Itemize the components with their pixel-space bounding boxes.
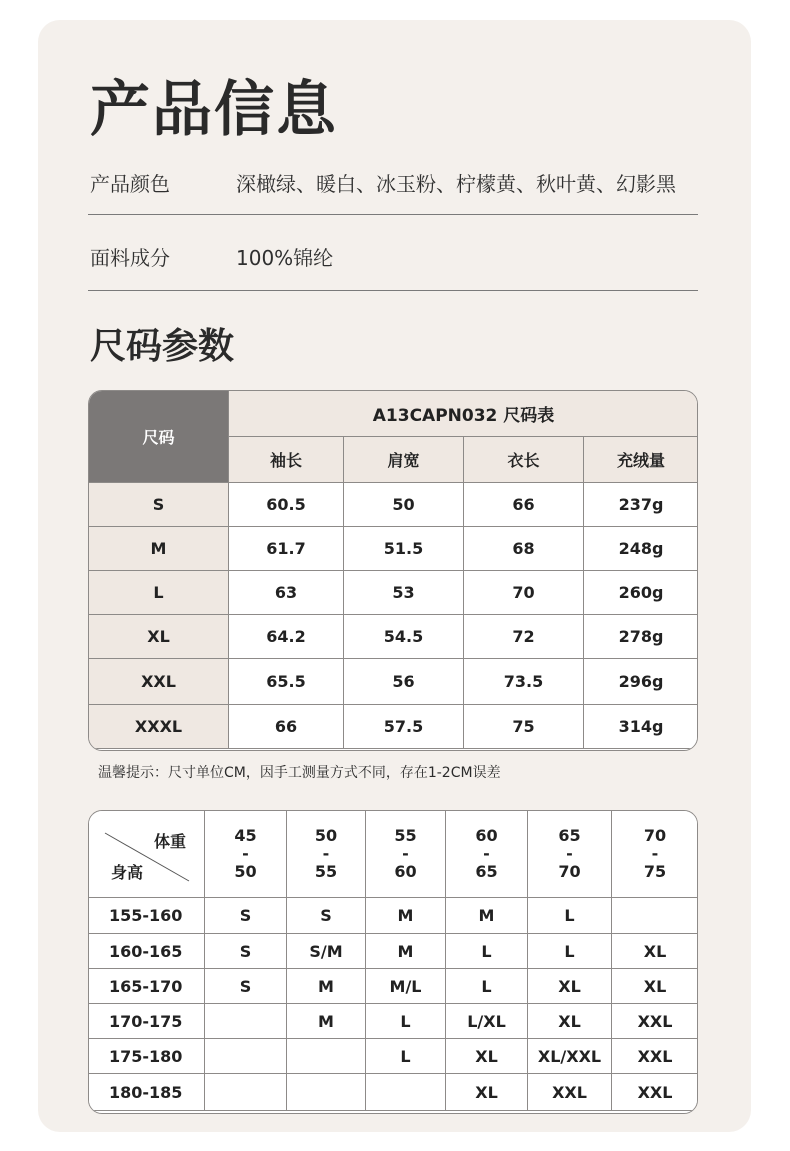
table-cell: 70 bbox=[464, 571, 584, 615]
table-cell: S/M bbox=[287, 934, 366, 969]
table-cell: 64.2 bbox=[229, 615, 344, 659]
table-row bbox=[89, 527, 699, 571]
table-cell: M bbox=[287, 1004, 366, 1039]
column-header: 肩宽 bbox=[344, 437, 464, 483]
table-row bbox=[89, 934, 699, 969]
table-cell: XXL bbox=[612, 1074, 699, 1111]
weight-to: 60 bbox=[394, 862, 417, 881]
height-range: 175-180 bbox=[89, 1039, 205, 1074]
table-cell bbox=[287, 1039, 366, 1074]
table-cell: XL bbox=[446, 1039, 528, 1074]
table-cell: 73.5 bbox=[464, 659, 584, 705]
height-range: 170-175 bbox=[89, 1004, 205, 1039]
weight-sep: - bbox=[566, 844, 573, 863]
table-cell: M bbox=[287, 969, 366, 1004]
weight-from: 65 bbox=[558, 826, 581, 845]
table-cell: M bbox=[446, 898, 528, 934]
weight-sep: - bbox=[242, 844, 249, 863]
weight-to: 65 bbox=[475, 862, 498, 881]
table-row bbox=[89, 1074, 699, 1111]
size-section-title: 尺码参数 bbox=[90, 326, 235, 367]
weight-sep: - bbox=[483, 844, 490, 863]
weight-range-header bbox=[205, 811, 287, 898]
table-cell: XL bbox=[612, 969, 699, 1004]
weight-from: 70 bbox=[643, 826, 667, 845]
table-cell: 75 bbox=[464, 705, 584, 749]
table-cell: S bbox=[205, 969, 287, 1004]
table-cell: 237g bbox=[584, 483, 699, 527]
table-cell: 66 bbox=[464, 483, 584, 527]
table-cell: 56 bbox=[344, 659, 464, 705]
divider bbox=[88, 290, 698, 291]
table-row bbox=[89, 969, 699, 1004]
table-cell bbox=[205, 1074, 287, 1111]
size-table-title: A13CAPN032 尺码表 bbox=[229, 391, 699, 437]
height-range: 160-165 bbox=[89, 934, 205, 969]
weight-sep: - bbox=[402, 844, 409, 863]
table-cell: 68 bbox=[464, 527, 584, 571]
column-header: 袖长 bbox=[229, 437, 344, 483]
table-cell: 60.5 bbox=[229, 483, 344, 527]
table-cell: S bbox=[205, 934, 287, 969]
table-cell: 66 bbox=[229, 705, 344, 749]
info-value-color: 深橄绿、暖白、冰玉粉、柠檬黄、秋叶黄、幻影黑 bbox=[236, 172, 676, 196]
table-cell: XL bbox=[528, 969, 612, 1004]
table-cell: L bbox=[528, 898, 612, 934]
table-cell bbox=[612, 898, 699, 934]
measurement-note: 温馨提示：尺寸单位CM，因手工测量方式不同，存在1-2CM误差 bbox=[98, 765, 501, 781]
table-cell: 278g bbox=[584, 615, 699, 659]
weight-label: 体重 bbox=[153, 832, 186, 851]
table-row bbox=[89, 615, 699, 659]
table-cell: S bbox=[287, 898, 366, 934]
table-cell: 260g bbox=[584, 571, 699, 615]
weight-range-header bbox=[612, 811, 699, 898]
table-cell: 61.7 bbox=[229, 527, 344, 571]
weight-from: 55 bbox=[394, 826, 417, 845]
table-cell: S bbox=[205, 898, 287, 934]
diagonal-line bbox=[89, 811, 205, 898]
weight-to: 75 bbox=[643, 862, 667, 881]
table-row bbox=[89, 659, 699, 705]
size-table-container bbox=[88, 390, 698, 751]
table-cell: 248g bbox=[584, 527, 699, 571]
table-cell bbox=[366, 1074, 446, 1111]
height-range: 155-160 bbox=[89, 898, 205, 934]
table-cell: M bbox=[366, 934, 446, 969]
info-label-color: 产品颜色 bbox=[90, 172, 170, 196]
table-cell: 65.5 bbox=[229, 659, 344, 705]
table-row bbox=[89, 898, 699, 934]
table-cell: L/XL bbox=[446, 1004, 528, 1039]
table-row bbox=[89, 483, 699, 527]
table-cell: M bbox=[366, 898, 446, 934]
size-label: M bbox=[89, 527, 229, 571]
table-row bbox=[89, 1004, 699, 1039]
fit-table-container bbox=[88, 810, 698, 1114]
height-range: 165-170 bbox=[89, 969, 205, 1004]
table-cell: 57.5 bbox=[344, 705, 464, 749]
table-cell: 72 bbox=[464, 615, 584, 659]
table-row bbox=[89, 705, 699, 749]
table-cell: 50 bbox=[344, 483, 464, 527]
table-cell: L bbox=[446, 969, 528, 1004]
table-cell: XL/XXL bbox=[528, 1039, 612, 1074]
weight-to: 50 bbox=[234, 862, 257, 881]
weight-to: 70 bbox=[558, 862, 581, 881]
weight-range-header bbox=[446, 811, 528, 898]
table-cell: M/L bbox=[366, 969, 446, 1004]
table-cell: 314g bbox=[584, 705, 699, 749]
table-cell bbox=[287, 1074, 366, 1111]
weight-sep: - bbox=[322, 844, 330, 863]
table-cell: XXL bbox=[612, 1039, 699, 1074]
table-cell: XL bbox=[528, 1004, 612, 1039]
table-cell: 54.5 bbox=[344, 615, 464, 659]
column-header: 衣长 bbox=[464, 437, 584, 483]
table-cell: 53 bbox=[344, 571, 464, 615]
page-title: 产品信息 bbox=[90, 75, 338, 145]
fit-corner-header bbox=[89, 811, 205, 898]
size-table bbox=[88, 390, 698, 749]
info-label-fabric: 面料成分 bbox=[90, 246, 170, 270]
fit-table bbox=[88, 810, 698, 1111]
height-range: 180-185 bbox=[89, 1074, 205, 1111]
table-cell: 63 bbox=[229, 571, 344, 615]
weight-to: 55 bbox=[314, 862, 338, 881]
table-cell: XL bbox=[612, 934, 699, 969]
table-cell: L bbox=[366, 1004, 446, 1039]
info-value-fabric: 100%锦纶 bbox=[236, 246, 334, 270]
size-label: XXL bbox=[89, 659, 229, 705]
table-cell: L bbox=[528, 934, 612, 969]
table-cell: XXL bbox=[528, 1074, 612, 1111]
weight-from: 45 bbox=[234, 826, 257, 845]
table-row bbox=[89, 571, 699, 615]
table-cell: XXL bbox=[612, 1004, 699, 1039]
divider bbox=[88, 214, 698, 215]
table-cell: XL bbox=[446, 1074, 528, 1111]
size-corner-header: 尺码 bbox=[89, 391, 229, 483]
size-label: L bbox=[89, 571, 229, 615]
weight-range-header bbox=[287, 811, 366, 898]
weight-range-header bbox=[366, 811, 446, 898]
weight-range-header bbox=[528, 811, 612, 898]
weight-from: 50 bbox=[314, 826, 338, 845]
size-label: S bbox=[89, 483, 229, 527]
table-cell bbox=[205, 1004, 287, 1039]
table-cell: L bbox=[446, 934, 528, 969]
table-row bbox=[89, 1039, 699, 1074]
table-cell: 296g bbox=[584, 659, 699, 705]
size-label: XXXL bbox=[89, 705, 229, 749]
table-cell bbox=[205, 1039, 287, 1074]
height-label: 身高 bbox=[111, 863, 144, 882]
size-label: XL bbox=[89, 615, 229, 659]
table-cell: 51.5 bbox=[344, 527, 464, 571]
table-cell: L bbox=[366, 1039, 446, 1074]
weight-sep: - bbox=[651, 844, 659, 863]
column-header: 充绒量 bbox=[584, 437, 699, 483]
weight-from: 60 bbox=[475, 826, 498, 845]
